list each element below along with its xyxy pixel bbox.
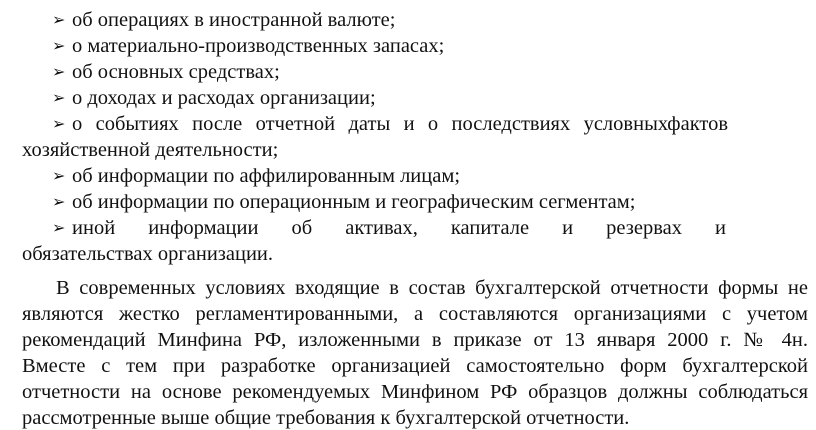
- list-item: [52, 190, 804, 214]
- arrow-bullet-icon: ➢: [52, 192, 66, 211]
- list-item: [52, 60, 804, 84]
- list-item-text: иной информации об активах, капитале и резервах и: [72, 217, 726, 239]
- list-item-text: об информации по аффилированным лицам;: [72, 165, 461, 187]
- list-item: [52, 216, 726, 240]
- paragraph-line: рассмотренные выше общие требования к бухгалтерской отчетности.: [22, 407, 630, 429]
- list-item: [52, 112, 728, 136]
- paragraph-line: являются жестко регламентированными, а составляются организациями с учетом: [22, 303, 808, 325]
- list-item-text: об операциях в иностранной валюте;: [72, 9, 396, 31]
- arrow-bullet-icon: ➢: [52, 114, 66, 133]
- arrow-bullet-icon: ➢: [52, 62, 66, 81]
- paragraph-line: рекомендаций Минфина РФ, изложенными в приказе от 13 января 2000 г. № 4н.: [22, 329, 808, 351]
- paragraph-line: отчетности на основе рекомендуемых Минфином РФ образцов должны соблюдаться: [22, 381, 808, 403]
- list-item-text: о материально-производственных запасах;: [72, 35, 445, 57]
- list-item-text: об информации по операционным и географическим сегментам;: [72, 191, 636, 213]
- list-item-continuation: обязательствах организации.: [22, 243, 274, 265]
- arrow-bullet-icon: ➢: [52, 218, 66, 237]
- list-item-continuation: хозяйственной деятельности;: [22, 139, 279, 161]
- paragraph-line: Вместе с тем при разработке организацией самостоятельно форм бухгалтерской: [22, 355, 808, 377]
- list-item: [52, 164, 804, 188]
- paragraph-line: В современных условиях входящие в состав бухгалтерской отчетности формы не: [56, 277, 808, 299]
- arrow-bullet-icon: ➢: [52, 10, 66, 29]
- list-item-text: о доходах и расходах организации;: [72, 87, 376, 109]
- arrow-bullet-icon: ➢: [52, 166, 66, 185]
- list-item: [52, 86, 804, 110]
- list-item: [52, 8, 804, 32]
- list-item-text: о событиях после отчетной даты и о последствиях условныхфактов: [72, 113, 728, 135]
- list-item-text: об основных средствах;: [72, 61, 280, 83]
- arrow-bullet-icon: ➢: [52, 36, 66, 55]
- arrow-bullet-icon: ➢: [52, 88, 66, 107]
- list-item: [52, 34, 804, 58]
